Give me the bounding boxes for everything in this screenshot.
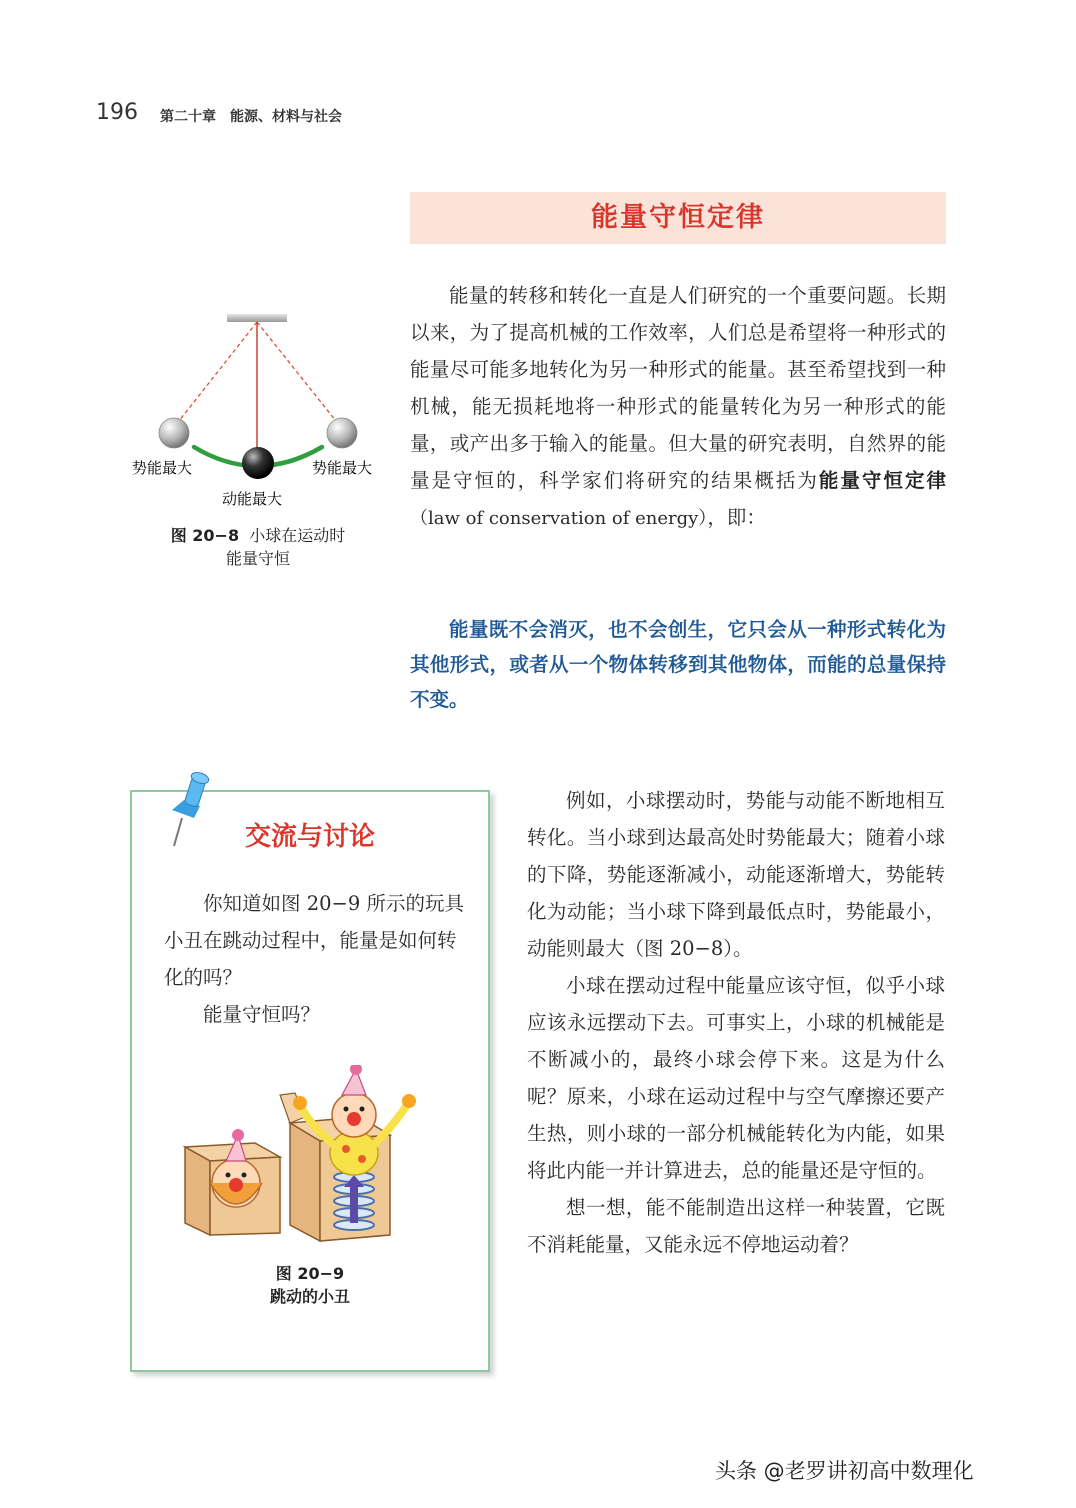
ball-bottom (242, 447, 274, 479)
example-paragraphs (527, 782, 945, 1263)
left-toy-box (185, 1129, 280, 1235)
chapter-title: 第二十章 能源、材料与社会 (160, 109, 342, 125)
key-term-english: （law of conservation of energy） (410, 508, 708, 529)
right-toy-box (280, 1065, 416, 1241)
ball-right (327, 418, 357, 448)
intro-text: 能量的转移和转化一直是人们研究的一个重要问题。长期以来，为了提高机械的工作效率，人们总是希望将一种形式的能量尽可能多地转化为另一种形式的能量。甚至希望找到一种机械，能无损耗地将一种形式的能量转化为另一种形式的能量，或产出多于输入的能量。但大量的研究表明，自然界的能量是守恒的，科学家们将研究的结果概括为 (410, 284, 946, 492)
jumping-clown-figure (180, 1065, 430, 1265)
key-term: 能量守恒定律 (818, 469, 946, 492)
pendulum-string-left (175, 322, 257, 426)
figure-20-9-number: 图 20−9 (275, 1264, 345, 1283)
figure-20-8-caption (140, 524, 376, 570)
example-paragraph-2: 小球在摆动过程中能量应该守恒，似乎小球应该永远摆动下去。可事实上，小球的机械能是不断减小的，最终小球会停下来。这是为什么呢？原来，小球在运动过程中与空气摩擦还要产生热，则小球的一部分机械能转化为内能，如果将此内能一并计算进去，总的能量还是守恒的。 (527, 974, 945, 1182)
discussion-question-1: 你知道如图 20−9 所示的玩具小丑在跳动过程中，能量是如何转化的吗？ (164, 892, 464, 989)
ball-left (159, 418, 189, 448)
figure-20-9-caption-text: 跳动的小丑 (269, 1287, 350, 1306)
intro-text-end: ，即： (707, 506, 766, 529)
left-clown-nose (229, 1178, 243, 1192)
discussion-question-2: 能量守恒吗？ (203, 1003, 321, 1026)
intro-paragraph (410, 277, 946, 537)
page-number: 196 (96, 100, 138, 125)
figure-20-8-number: 图 20−8 (170, 526, 240, 545)
figure-20-8-caption-line1: 小球在运动时 (249, 526, 346, 545)
label-potential-right: 势能最大 (312, 459, 373, 477)
right-clown-nose (347, 1112, 361, 1126)
example-paragraph-1: 例如，小球摆动时，势能与动能不断地相互转化。当小球到达最高处时势能最大；随着小球的下降，势能逐渐减小，动能逐渐增大，势能转化为动能；当小球下降到最低点时，势能最小，动能则最大（图 20−8）。 (527, 789, 945, 960)
figure-20-8-caption-line2: 能量守恒 (225, 549, 290, 568)
example-paragraph-3: 想一想，能不能制造出这样一种装置，它既不消耗能量，又能永远不停地运动着？ (527, 1196, 945, 1256)
section-title-banner (410, 192, 946, 244)
pendulum-string-right (257, 322, 340, 426)
discussion-title: 交流与讨论 (244, 822, 375, 852)
figure-20-9-caption (130, 1262, 490, 1308)
section-title: 能量守恒定律 (591, 202, 765, 233)
pendulum-figure (120, 300, 390, 530)
watermark: 头条 @老罗讲初高中数理化 (715, 1459, 974, 1483)
law-statement: 能量既不会消灭，也不会创生，它只会从一种形式转化为其他形式，或者从一个物体转移到其他物体，而能的总量保持不变。 (410, 618, 946, 711)
discussion-questions (164, 885, 464, 1033)
label-kinetic-bottom: 动能最大 (222, 490, 283, 508)
pendulum-support (227, 314, 287, 322)
label-potential-left: 势能最大 (132, 459, 193, 477)
